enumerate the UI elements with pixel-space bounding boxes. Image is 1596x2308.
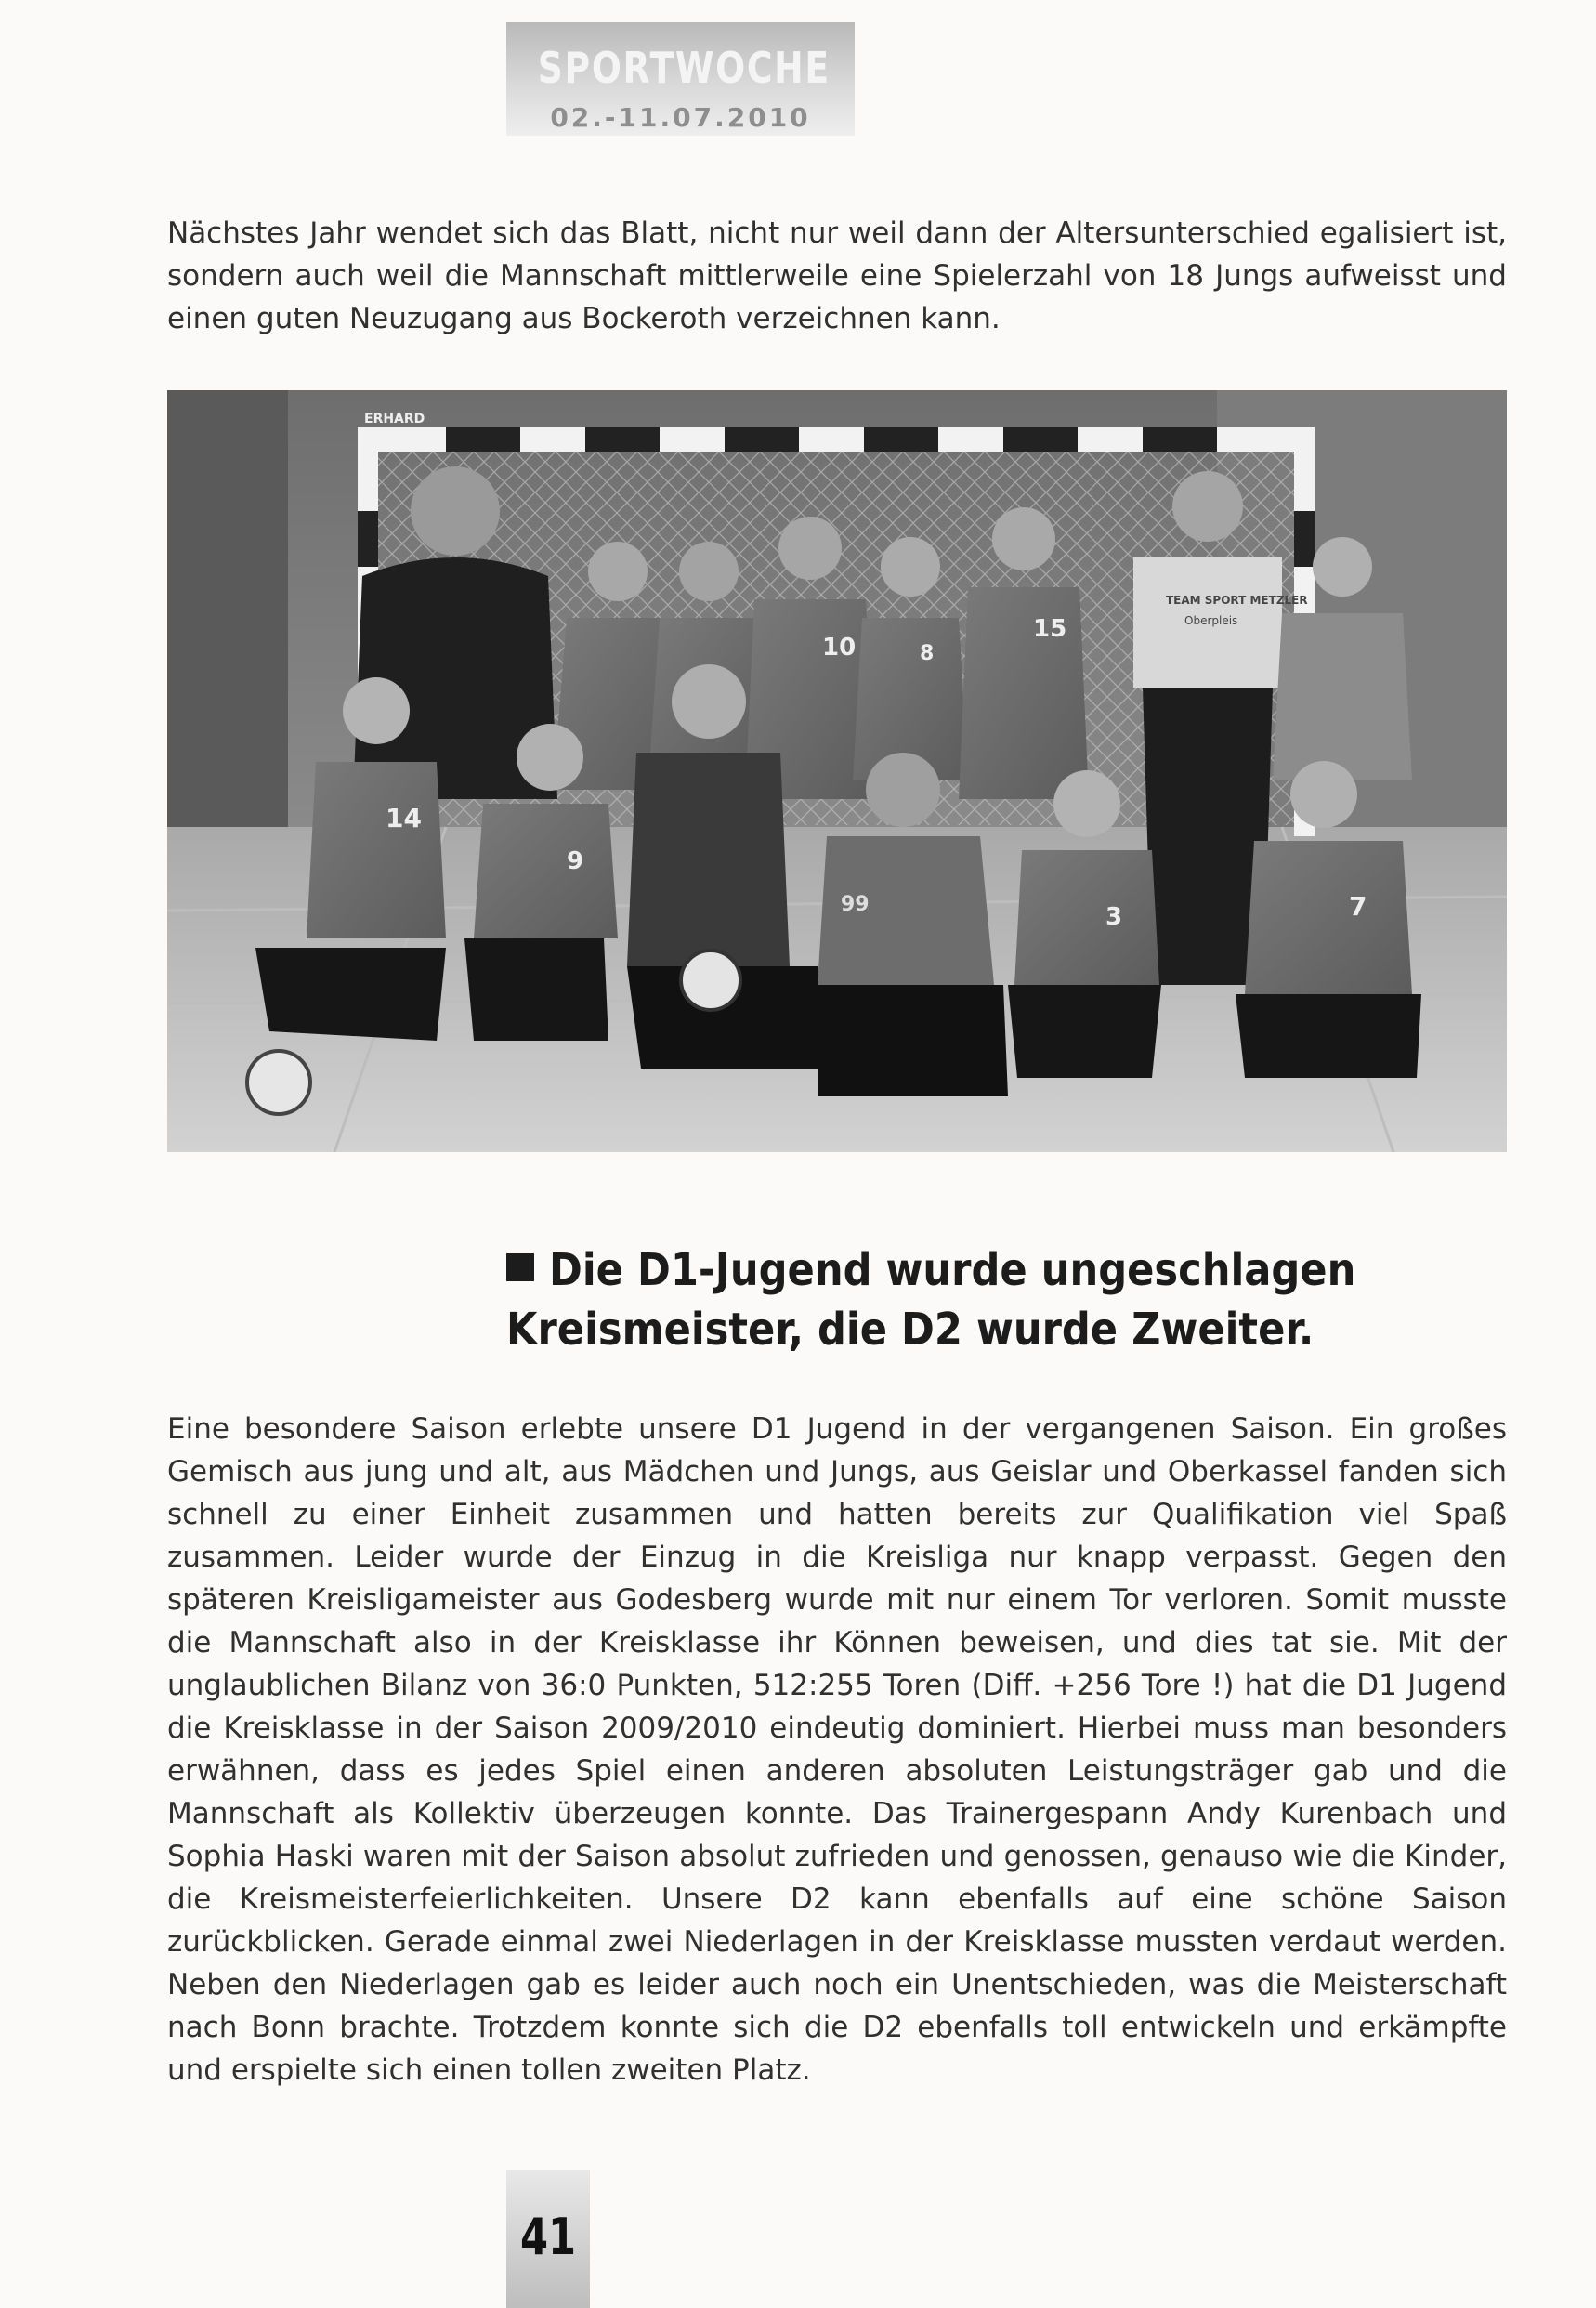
team-photo	[167, 390, 1507, 1152]
shirt-print: TEAM SPORT METZLER	[1166, 594, 1308, 607]
heading-bullet-icon	[506, 1253, 534, 1281]
publication-date: 02.-11.07.2010	[550, 102, 811, 133]
publication-title: SPORTWOCHE	[537, 43, 831, 93]
jersey-number: 99	[841, 893, 870, 916]
wall-banner-text: ERHARD	[364, 412, 425, 426]
article-body: Eine besondere Saison erlebte unsere D1 Jugend in der vergangenen Saison. Ein großes Gemisch aus jung und alt, aus Mädchen und Jungs, aus Geislar und Oberkassel fanden sich schnell zu einer Einheit zusammen und hatten bereits zur Qualifikation viel Spaß zusammen. Leider wurde der Einzug in die Kreisliga nur knapp verpasst. Gegen den späteren Kreisligameister aus Godesberg wurde mit nur einem Tor verloren. Somit musste die Mannschaft also in der Kreisklasse ihr Können beweisen, und dies tat sie. Mit der unglaublichen Bilanz von 36:0 Punkten, 512:255 Toren (Diff. +256 Tore !) hat die D1 Jugend die Kreisklasse in der Saison 2009/2010 eindeutig dominiert. Hierbei muss man besonders erwähnen, dass es jedes Spiel einen anderen absoluten Leistungsträger gab und die Mannschaft als Kollektiv überzeugen konnte. Das Trainergespann Andy Kurenbach und Sophia Haski waren mit der Saison absolut zufrieden und genossen, genauso wie die Kinder, die Kreismeisterfeierlichkeiten. Unsere D2 kann ebenfalls auf eine schöne Saison zurückblicken. Gerade einmal zwei Niederlagen in der Kreisklasse mussten verdaut werden. Neben den Niederlagen gab es leider auch noch ein Unentschieden, was die Meisterschaft nach Bonn brachte. Trotzdem konnte sich die D2 ebenfalls toll entwickeln und erkämpfte und erspielte sich einen tollen zweiten Platz.	[167, 1412, 1507, 2087]
header-banner	[506, 22, 855, 136]
intro-paragraph: Nächstes Jahr wendet sich das Blatt, nicht nur weil dann der Altersunterschied egalisiert ist, sondern auch weil die Mannschaft mittlerweile eine Spielerzahl von 18 Jungs aufweisst und einen guten Neuzugang aus Bockeroth verzeichnen kann.	[167, 216, 1507, 335]
jersey-number: 3	[1105, 903, 1123, 931]
team-photo-illustration	[167, 390, 1507, 1152]
page-number-box	[506, 2170, 590, 2308]
article-heading-text: Die D1-Jugend wurde ungeschlagen Kreismeister, die D2 wurde Zweiter.	[506, 1244, 1356, 1356]
jersey-number: 15	[1033, 615, 1067, 643]
jersey-number: 9	[567, 847, 584, 875]
jersey-number: 7	[1349, 891, 1367, 922]
back-row-players	[553, 507, 1089, 799]
jersey-number: 10	[822, 634, 857, 662]
jersey-number: 8	[920, 642, 935, 665]
shirt-print-town: Oberpleis	[1184, 614, 1238, 627]
article-heading	[506, 1240, 1510, 1359]
page-number: 41	[519, 2208, 577, 2266]
jersey-number: 14	[386, 803, 422, 833]
